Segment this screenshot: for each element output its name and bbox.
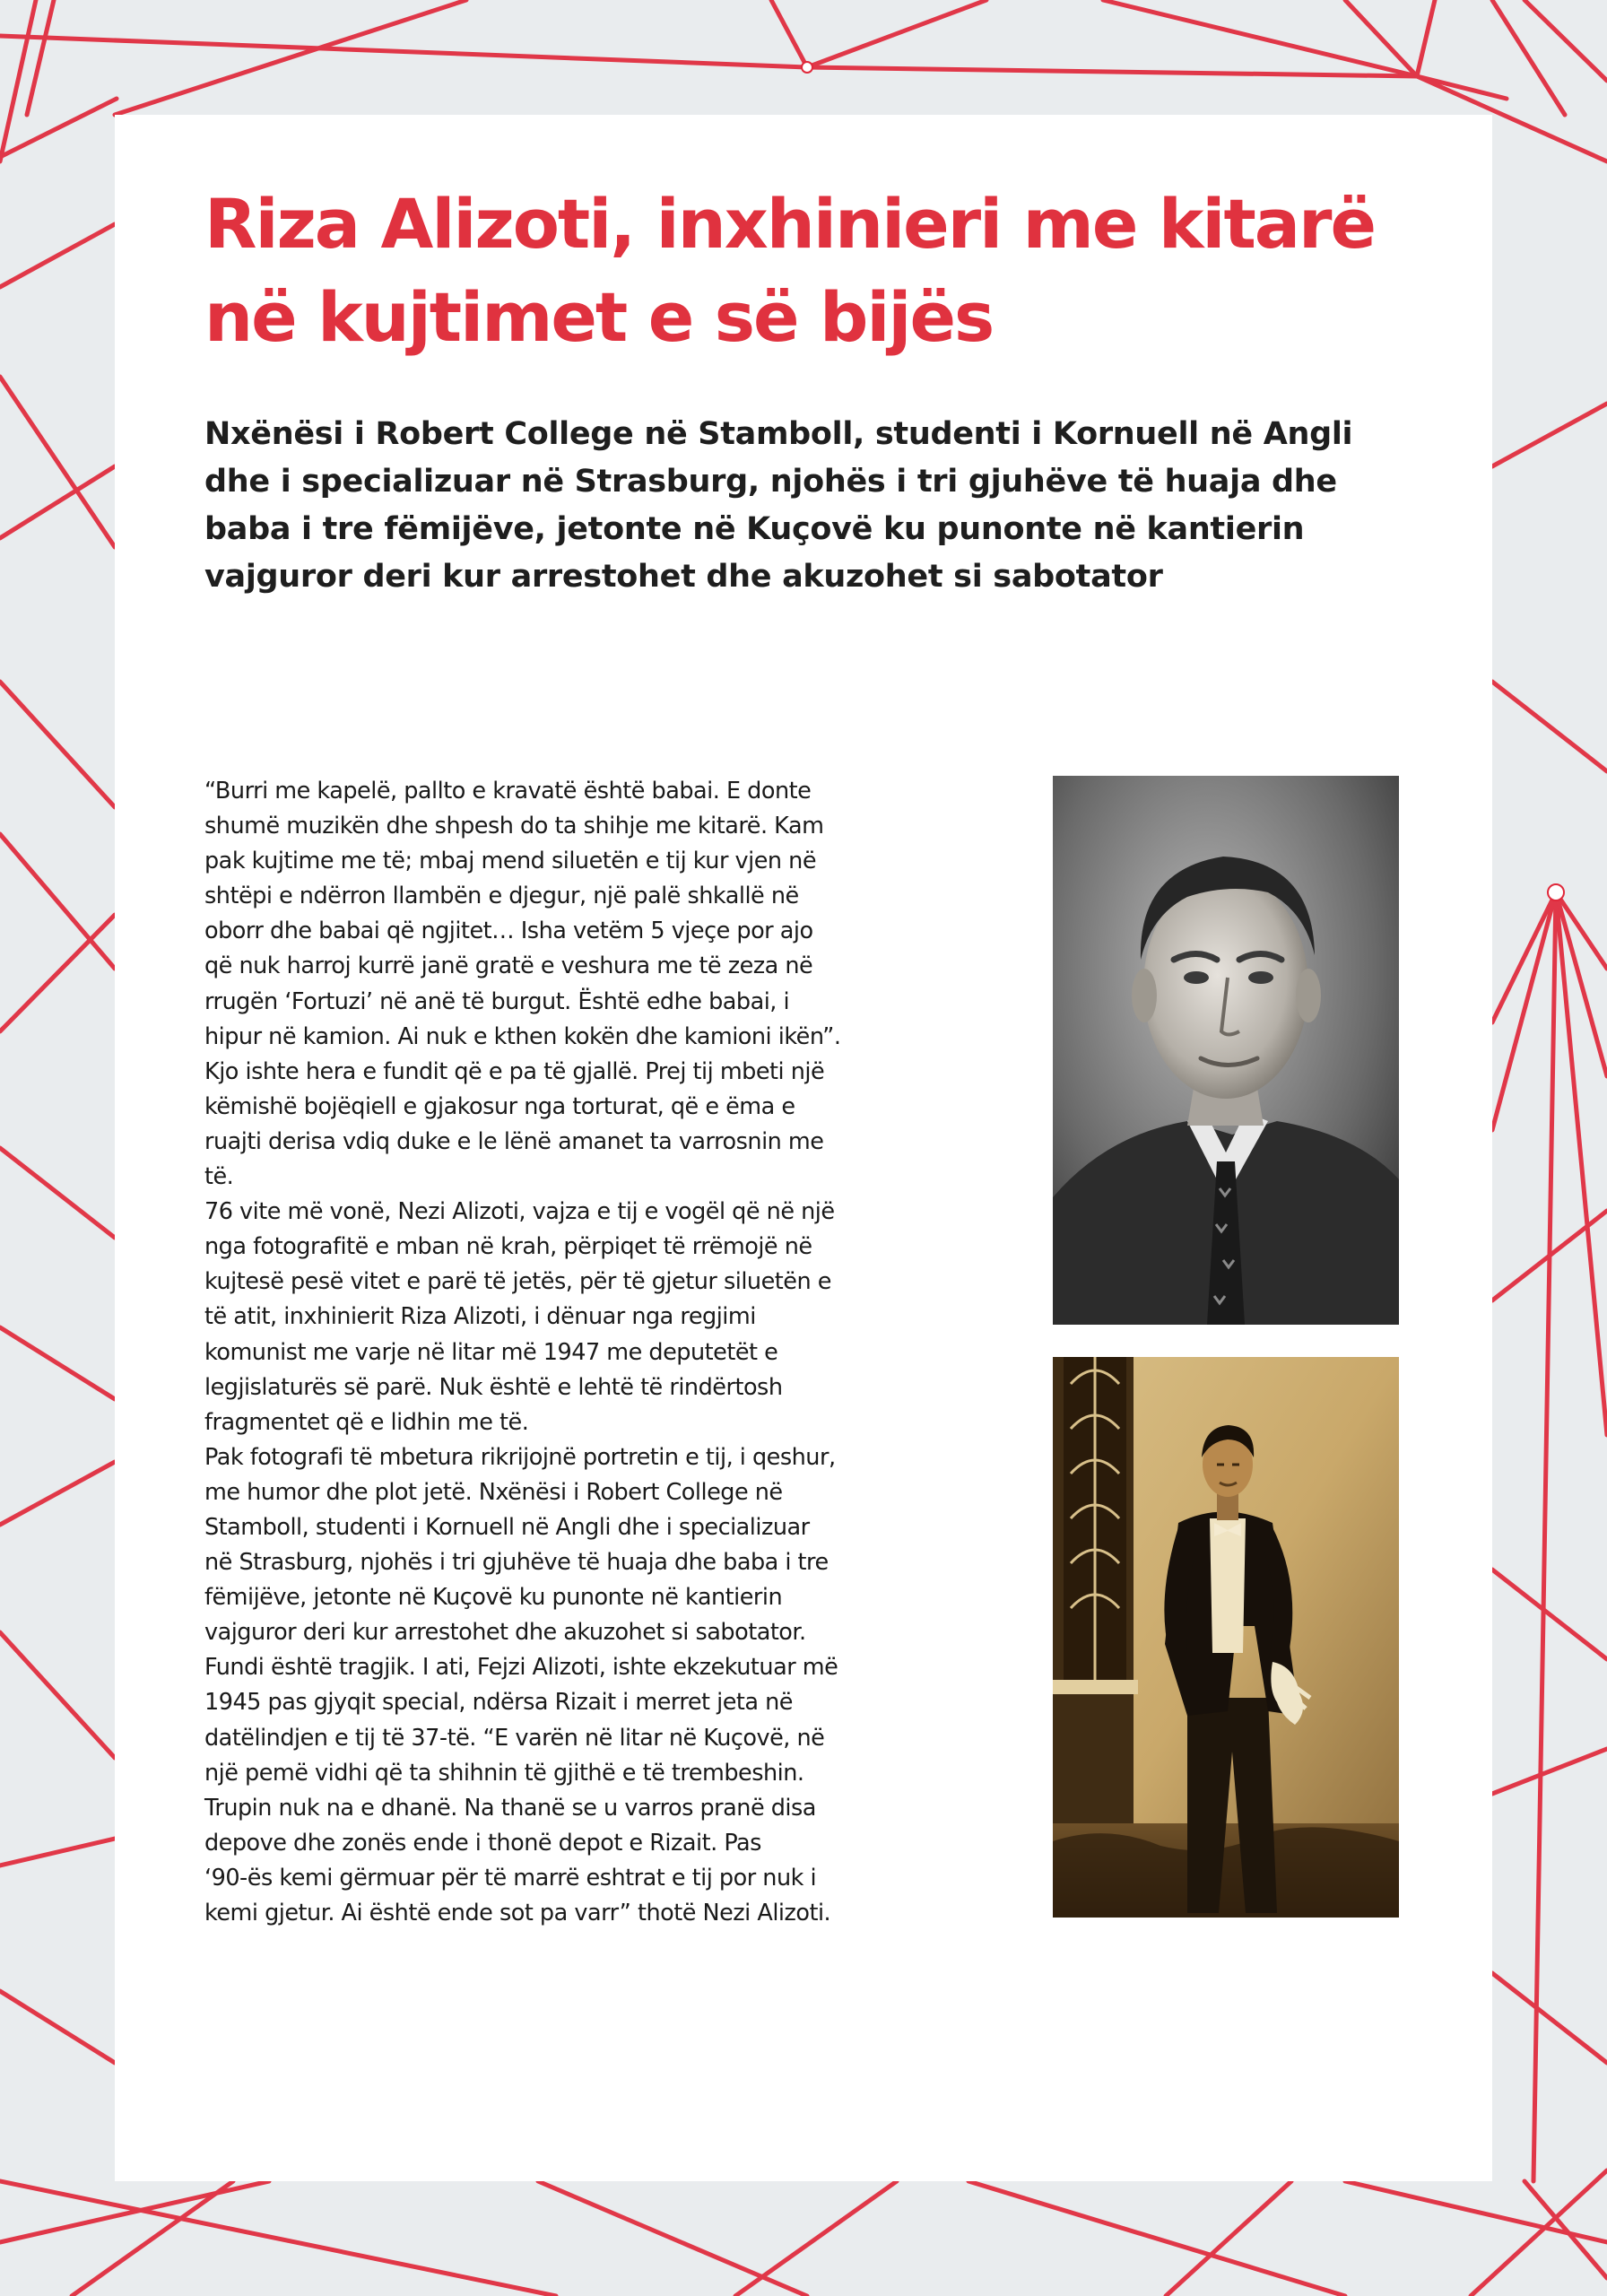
portrait-photo xyxy=(1053,776,1399,1325)
title-line: Riza Alizoti, inxhinieri me kitarë xyxy=(204,184,1376,264)
body-line: shtëpi e ndërron llambën e djegur, një palë shkallë në xyxy=(204,883,799,910)
subtitle-line: vajguror deri kur arrestohet dhe akuzohet si sabotator xyxy=(204,559,1163,595)
body-line: të atit, inxhinierit Riza Alizoti, i dënuar nga regjimi xyxy=(204,1303,756,1331)
body-line: hipur në kamion. Ai nuk e kthen kokën dhe kamioni ikën”. xyxy=(204,1022,841,1050)
body-line: ‘90-ës kemi gërmuar për të marrë eshtrat e tij por nuk i xyxy=(204,1864,817,1892)
body-line: të. xyxy=(204,1163,234,1191)
body-line: 76 vite më vonë, Nezi Alizoti, vajza e tij e vogël që në një xyxy=(204,1198,835,1226)
body-line: vajguror deri kur arrestohet dhe akuzohet si sabotator. xyxy=(204,1619,806,1647)
full-body-photo xyxy=(1053,1357,1399,1918)
body-line: datëlindjen e tij të 37-të. “E varën në litar në Kuçovë, në xyxy=(204,1724,825,1752)
article-body xyxy=(204,774,1012,1931)
body-line: Pak fotografi të mbetura rikrijojnë portretin e tij, i qeshur, xyxy=(204,1443,836,1471)
body-line: ruajti derisa vdiq duke e le lënë amanet ta varrosnin me xyxy=(204,1127,824,1155)
body-line: nga fotografitë e mban në krah, përpiqet të rrëmojë në xyxy=(204,1233,812,1261)
body-line: komunist me varje në litar më 1947 me deputetët e xyxy=(204,1338,778,1366)
body-line: Kjo ishte hera e fundit që e pa të gjallë. Prej tij mbeti një xyxy=(204,1057,825,1085)
body-line: Fundi është tragjik. I ati, Fejzi Alizoti, ishte ekzekutuar më xyxy=(204,1654,838,1682)
body-line: kemi gjetur. Ai është ende sot pa varr” thotë Nezi Alizoti. xyxy=(204,1900,831,1926)
body-line: këmishë bojëqiell e gjakosur nga torturat, që e ëma e xyxy=(204,1092,795,1120)
body-line: kujtesë pesë vitet e parë të jetës, për të gjetur siluetën e xyxy=(204,1268,831,1296)
body-line: pak kujtime me të; mbaj mend siluetën e tij kur vjen në xyxy=(204,848,817,875)
title-line: në kujtimet e së bijës xyxy=(204,277,994,357)
article-subtitle xyxy=(204,411,1370,601)
body-line: oborr dhe babai që ngjitet… Isha vetëm 5 vjeçe por ajo xyxy=(204,918,813,945)
subtitle-line: baba i tre fëmijëve, jetonte në Kuçovë ku punonte në kantierin xyxy=(204,511,1305,547)
body-line: legjislaturës së parë. Nuk është e lehtë të rindërtosh xyxy=(204,1373,783,1401)
body-line: fragmentet që e lidhin me të. xyxy=(204,1408,529,1436)
body-line: rrugën ‘Fortuzi’ në anë të burgut. Është edhe babai, i xyxy=(204,987,790,1015)
article-panel xyxy=(115,115,1492,2181)
article-title xyxy=(204,178,1376,364)
body-line: Stamboll, studenti i Kornuell në Angli dhe i specializuar xyxy=(204,1513,810,1541)
body-line: që nuk harroj kurrë janë gratë e veshura me të zeza në xyxy=(204,952,813,980)
body-line: fëmijëve, jetonte në Kuçovë ku punonte në kantierin xyxy=(204,1584,783,1612)
body-line: shumë muzikën dhe shpesh do ta shihje me kitarë. Kam xyxy=(204,813,824,840)
body-line: një pemë vidhi që ta shihnin të gjithë e të trembeshin. xyxy=(204,1759,804,1787)
body-line: depove dhe zonës ende i thonë depot e Rizait. Pas xyxy=(204,1829,761,1857)
body-line: me humor dhe plot jetë. Nxënësi i Robert College në xyxy=(204,1478,783,1506)
body-line: Trupin nuk na e dhanë. Na thanë se u varros pranë disa xyxy=(204,1794,816,1822)
body-line: në Strasburg, njohës i tri gjuhëve të huaja dhe baba i tre xyxy=(204,1549,829,1577)
subtitle-line: Nxënësi i Robert College në Stamboll, studenti i Kornuell në Angli xyxy=(204,416,1353,452)
subtitle-line: dhe i specializuar në Strasburg, njohës i tri gjuhëve të huaja dhe xyxy=(204,464,1337,500)
body-line: “Burri me kapelë, pallto e kravatë është babai. E donte xyxy=(204,778,812,804)
body-line: 1945 pas gjyqit special, ndërsa Rizait i merret jeta në xyxy=(204,1689,793,1717)
